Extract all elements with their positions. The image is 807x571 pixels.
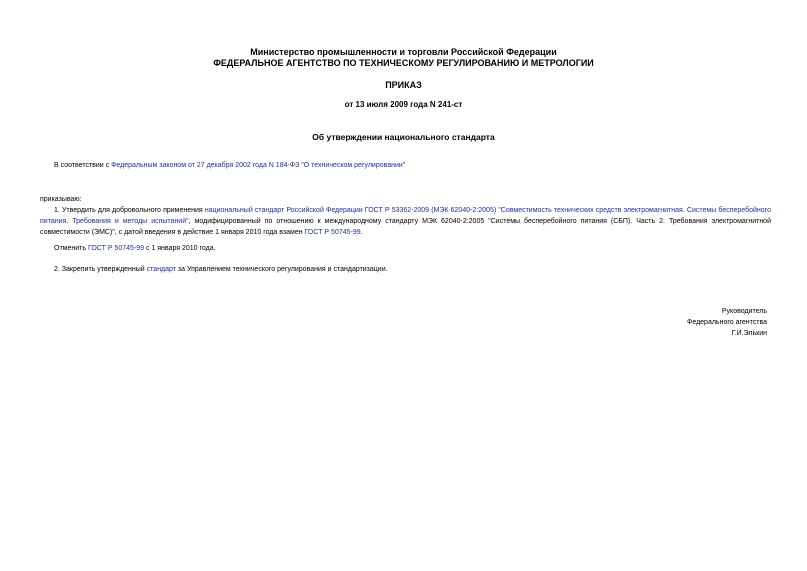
item-2-paragraph: [54, 264, 388, 275]
item-1-end: .: [360, 229, 363, 236]
item-1-text: 1. Утвердить для добровольного применения: [54, 207, 205, 214]
cancel-date-text: с 1 января 2010 года.: [144, 245, 216, 252]
cancel-text: Отменить: [54, 245, 88, 252]
intro-paragraph: [54, 160, 774, 171]
intro-text: В соответствии с: [54, 162, 112, 169]
gost-50745-cancel-link[interactable]: ГОСТ Р 50745-99: [87, 245, 145, 252]
item-2-suffix-text: за Управлением технического регулирования и стандартизации.: [175, 266, 388, 273]
ministry-title: Министерство промышленности и торговли Российской Федерации: [250, 47, 557, 57]
standard-link[interactable]: стандарт: [146, 266, 176, 273]
signature-name: Г.И.Элькин: [731, 330, 767, 337]
document-type: ПРИКАЗ: [385, 80, 422, 90]
agency-title: ФЕДЕРАЛЬНОЕ АГЕНТСТВО ПО ТЕХНИЧЕСКОМУ РЕГУЛИРОВАНИЮ И МЕТРОЛОГИИ: [213, 58, 594, 68]
federal-law-link[interactable]: Федеральным законом от 27 декабря 2002 года N 184-ФЗ "О техническом регулировании": [111, 162, 406, 169]
item-1-middle-text: , модифицированный по отношению к международному стандарту МЭК 62040-2:2005 "Системы бесперебойного питания (СБП). Часть 2. Требования электромагнитной совместимости (ЭМС)", с датой введения в действие 1 января 2010 года взамен: [40, 218, 771, 236]
order-word: приказываю:: [40, 196, 82, 203]
signature-agency: Федерального агентства: [687, 319, 767, 326]
document-date-number: от 13 июля 2009 года N 241-ст: [344, 100, 463, 109]
gost-50745-link[interactable]: ГОСТ Р 50745-99: [304, 229, 361, 236]
document-subject: Об утверждении национального стандарта: [312, 132, 495, 142]
signature-position: Руководитель: [721, 308, 767, 315]
standard-gost-53362-link[interactable]: национальный стандарт Российской Федерации ГОСТ Р 53362-2009 (МЭК 62040-2:2005) "Совместимость технических средств электромагнитная. Системы бесперебойного питания. Требования и методы испытаний": [40, 207, 771, 225]
item-1-paragraph: [40, 205, 771, 238]
item-2-text: 2. Закрепить утвержденный: [54, 266, 147, 273]
cancel-paragraph: [54, 243, 216, 254]
